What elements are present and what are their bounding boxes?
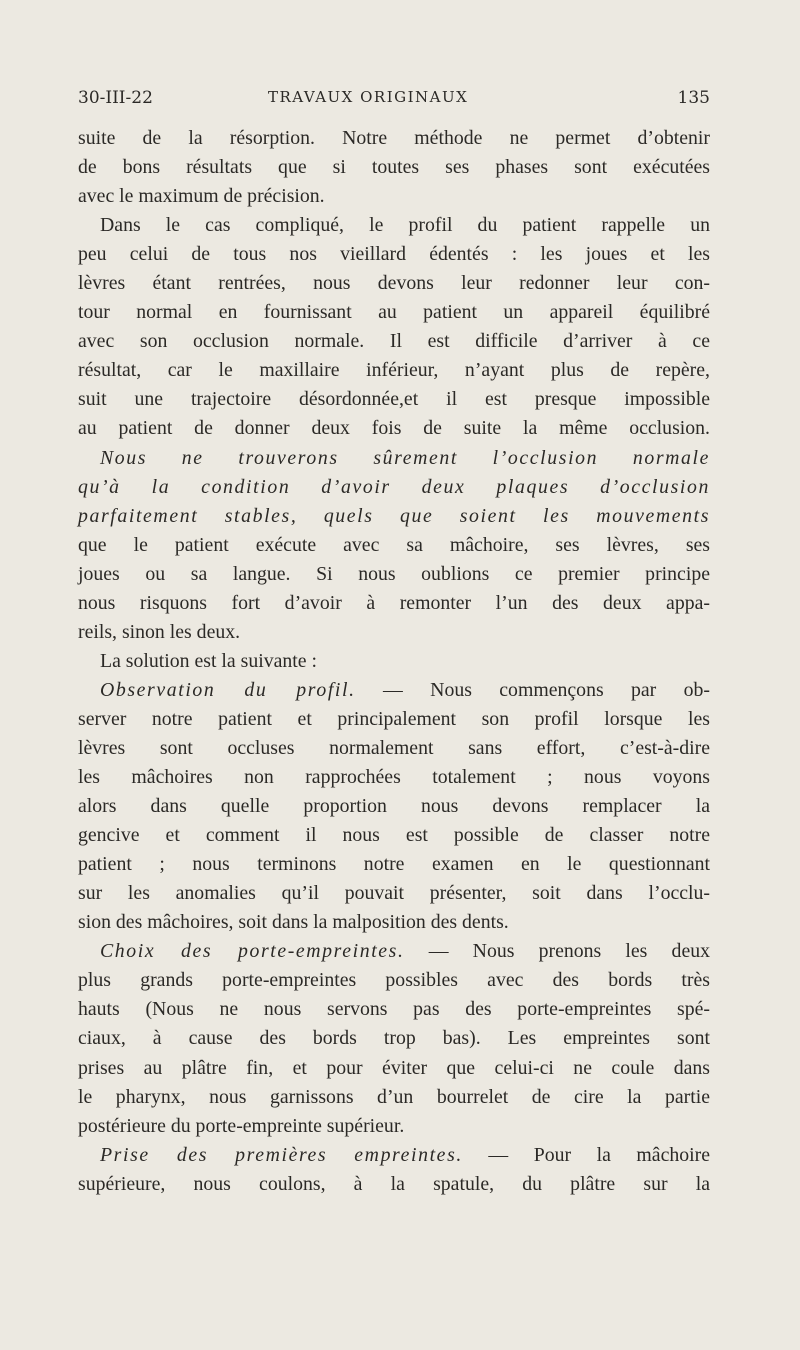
text-line <box>78 908 710 937</box>
text-line <box>78 1083 710 1112</box>
page-number: 135 <box>677 88 710 108</box>
text-segment: — Nous prenons les deux <box>404 940 711 963</box>
text-line <box>78 502 710 531</box>
text-segment: peu celui de tous nos vieillard édentés : les joues et les <box>78 243 710 266</box>
text-line <box>78 356 710 385</box>
text-line <box>78 705 710 734</box>
text-line <box>78 734 710 763</box>
text-segment: La solution est la suivante : <box>100 649 318 672</box>
text-line <box>78 995 710 1024</box>
italic-phrase: qu’à la condition d’avoir deux plaques d’occlusion <box>78 475 710 498</box>
text-line <box>78 792 710 821</box>
text-line <box>78 414 710 443</box>
text-segment: avec le maximum de précision. <box>78 185 325 208</box>
text-line <box>78 124 710 153</box>
text-line <box>78 647 710 676</box>
text-line <box>78 589 710 618</box>
text-line <box>78 879 710 908</box>
text-line <box>78 937 710 966</box>
text-segment: de bons résultats que si toutes ses phases sont exécutées <box>78 156 710 179</box>
text-segment: alors dans quelle proportion nous devons remplacer la <box>78 795 710 818</box>
text-segment: joues ou sa langue. Si nous oublions ce premier principe <box>78 562 710 585</box>
text-segment: reils, sinon les deux. <box>78 620 241 643</box>
body-text <box>78 124 710 1199</box>
text-segment: postérieure du porte-empreinte supérieur. <box>78 1114 405 1137</box>
text-line <box>78 1054 710 1083</box>
italic-phrase: Prise des premières empreintes. <box>100 1143 463 1166</box>
header-title: TRAVAUX ORIGINAUX <box>268 88 469 106</box>
text-segment: le pharynx, nous garnissons d’un bourrelet de cire la partie <box>78 1085 710 1108</box>
text-line <box>78 1170 710 1199</box>
italic-phrase: Observation du profil. <box>100 678 356 701</box>
italic-phrase: Nous ne trouverons sûrement l’occlusion normale <box>100 446 710 469</box>
text-segment: suit une trajectoire désordonnée,et il est presque impossible <box>78 388 710 411</box>
text-segment: que le patient exécute avec sa mâchoire, ses lèvres, ses <box>78 533 710 556</box>
text-line <box>78 560 710 589</box>
text-line <box>78 298 710 327</box>
text-segment: lèvres sont occluses normalement sans effort, c’est-à-dire <box>78 736 710 759</box>
text-segment: hauts (Nous ne nous servons pas des porte-empreintes spé- <box>78 998 710 1021</box>
text-segment: au patient de donner deux fois de suite la même occlusion. <box>78 417 710 440</box>
header-date: 30-III-22 <box>78 88 153 108</box>
text-segment: les mâchoires non rapprochées totalement ; nous voyons <box>78 766 710 789</box>
text-line <box>78 676 710 705</box>
text-segment: lèvres étant rentrées, nous devons leur redonner leur con- <box>78 272 710 295</box>
text-line <box>78 240 710 269</box>
text-line <box>78 444 710 473</box>
text-segment: sion des mâchoires, soit dans la malposition des dents. <box>78 911 509 934</box>
text-segment: prises au plâtre fin, et pour éviter que celui-ci ne coule dans <box>78 1056 710 1079</box>
text-segment: patient ; nous terminons notre examen en le questionnant <box>78 853 710 876</box>
text-segment: tour normal en fournissant au patient un appareil équilibré <box>78 301 710 324</box>
text-line <box>78 618 710 647</box>
text-segment: — Pour la mâchoire <box>462 1143 710 1166</box>
text-segment: gencive et comment il nous est possible de classer notre <box>78 824 710 847</box>
text-segment: server notre patient et principalement son profil lorsque les <box>78 707 710 730</box>
text-line <box>78 1141 710 1170</box>
text-segment: avec son occlusion normale. Il est difficile d’arriver à ce <box>78 330 710 353</box>
text-segment: plus grands porte-empreintes possibles avec des bords très <box>78 969 710 992</box>
text-line <box>78 821 710 850</box>
text-segment: Dans le cas compliqué, le profil du patient rappelle un <box>100 214 710 237</box>
text-segment: supérieure, nous coulons, à la spatule, du plâtre sur la <box>78 1172 710 1195</box>
text-segment: ciaux, à cause des bords trop bas). Les empreintes sont <box>78 1027 710 1050</box>
text-line <box>78 211 710 240</box>
text-line <box>78 966 710 995</box>
text-line <box>78 385 710 414</box>
text-segment: sur les anomalies qu’il pouvait présenter, soit dans l’occlu- <box>78 882 710 905</box>
text-line <box>78 473 710 502</box>
text-segment: — Nous commençons par ob- <box>355 678 710 701</box>
text-segment: suite de la résorption. Notre méthode ne permet d’obtenir <box>78 127 710 149</box>
text-line <box>78 327 710 356</box>
running-head <box>78 88 710 112</box>
text-segment: résultat, car le maxillaire inférieur, n’ayant plus de repère, <box>78 359 710 382</box>
text-line <box>78 182 710 211</box>
text-line <box>78 531 710 560</box>
text-line <box>78 850 710 879</box>
text-line <box>78 153 710 182</box>
text-line <box>78 269 710 298</box>
text-segment: nous risquons fort d’avoir à remonter l’un des deux appa- <box>78 591 710 614</box>
italic-phrase: Choix des porte-empreintes. <box>100 940 405 963</box>
text-line <box>78 1024 710 1053</box>
text-line <box>78 763 710 792</box>
text-line <box>78 1112 710 1141</box>
italic-phrase: parfaitement stables, quels que soient les mouvements <box>78 504 710 527</box>
